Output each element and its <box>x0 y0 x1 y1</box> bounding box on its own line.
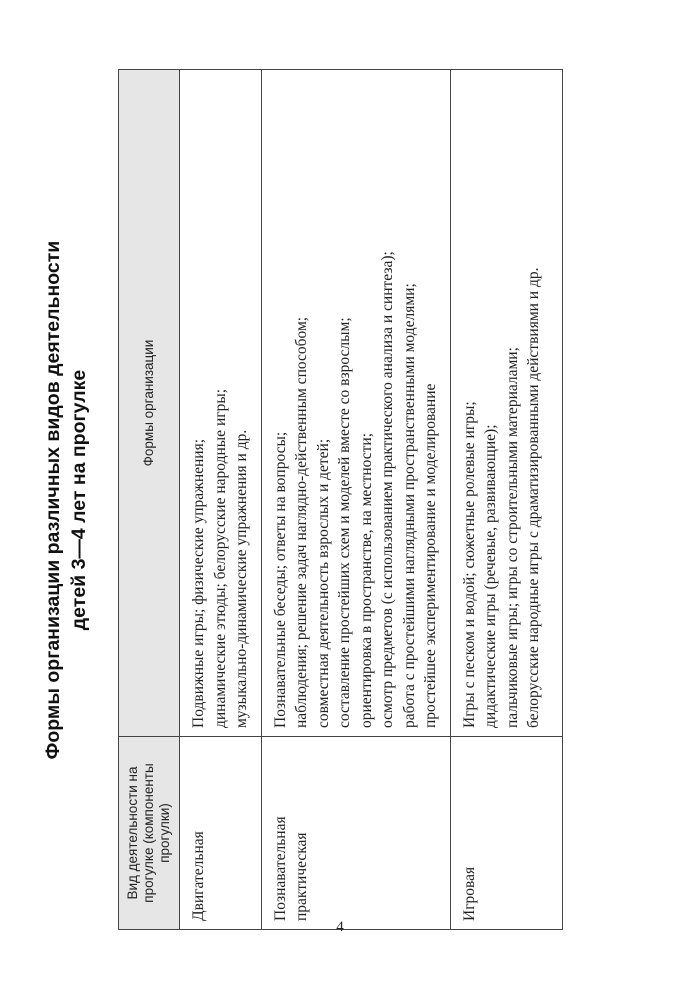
forms-line: совместная деятельность взрослых и детей; <box>314 438 332 728</box>
title-line-2: детей 3—4 лет на прогулке <box>68 369 90 631</box>
forms-line: работа с простейшими наглядными пространственными моделями; <box>400 283 418 728</box>
forms-line: осмотр предметов (с использованием практического анализа и синтеза); <box>379 251 396 728</box>
forms-line: Познавательные беседы; ответы на вопросы; <box>271 431 289 728</box>
forms-cell <box>261 70 450 737</box>
forms-line: пальчиковые игры; игры со строительными материалами; <box>503 347 521 728</box>
forms-line: наблюдения; решение задач наглядно-действенным способом; <box>293 316 310 728</box>
rotated-page-content <box>40 70 640 930</box>
activity-cell: Познавательная практическая <box>261 737 450 930</box>
page-title <box>40 70 92 930</box>
table-row <box>180 70 262 930</box>
page-number: 4 <box>336 919 344 935</box>
header-activity-type: Вид деятельности на прогулке (компоненты прогулки) <box>119 737 180 930</box>
forms-cell <box>180 70 262 737</box>
forms-line: белорусские народные игры с драматизированными действиями и др. <box>525 267 542 728</box>
forms-cell <box>450 70 562 737</box>
activity-cell: Двигательная <box>180 737 262 930</box>
activity-forms-table <box>118 69 563 930</box>
forms-line: составление простейших схем и моделей вместе со взрослым; <box>336 317 353 728</box>
forms-line: Игры с песком и водой; сюжетные ролевые игры; <box>460 401 478 728</box>
forms-line: музыкально-динамические упражнения и др. <box>233 429 250 728</box>
table-row <box>261 70 450 930</box>
forms-line: динамические этюды; белорусские народные игры; <box>211 388 229 728</box>
forms-line: Подвижные игры; физические упражнения; <box>190 438 207 728</box>
forms-line: дидактические игры (речевые, развивающие); <box>482 424 499 728</box>
header-forms: Формы организации <box>119 70 180 737</box>
table-header-row <box>119 70 180 930</box>
forms-line: ориентировка в пространстве, на местности; <box>357 432 375 728</box>
table-row <box>450 70 562 930</box>
activity-cell: Игровая <box>450 737 562 930</box>
forms-line: простейшее экспериментирование и моделирование <box>422 383 439 728</box>
title-line-1: Формы организации различных видов деятельности <box>42 240 64 760</box>
